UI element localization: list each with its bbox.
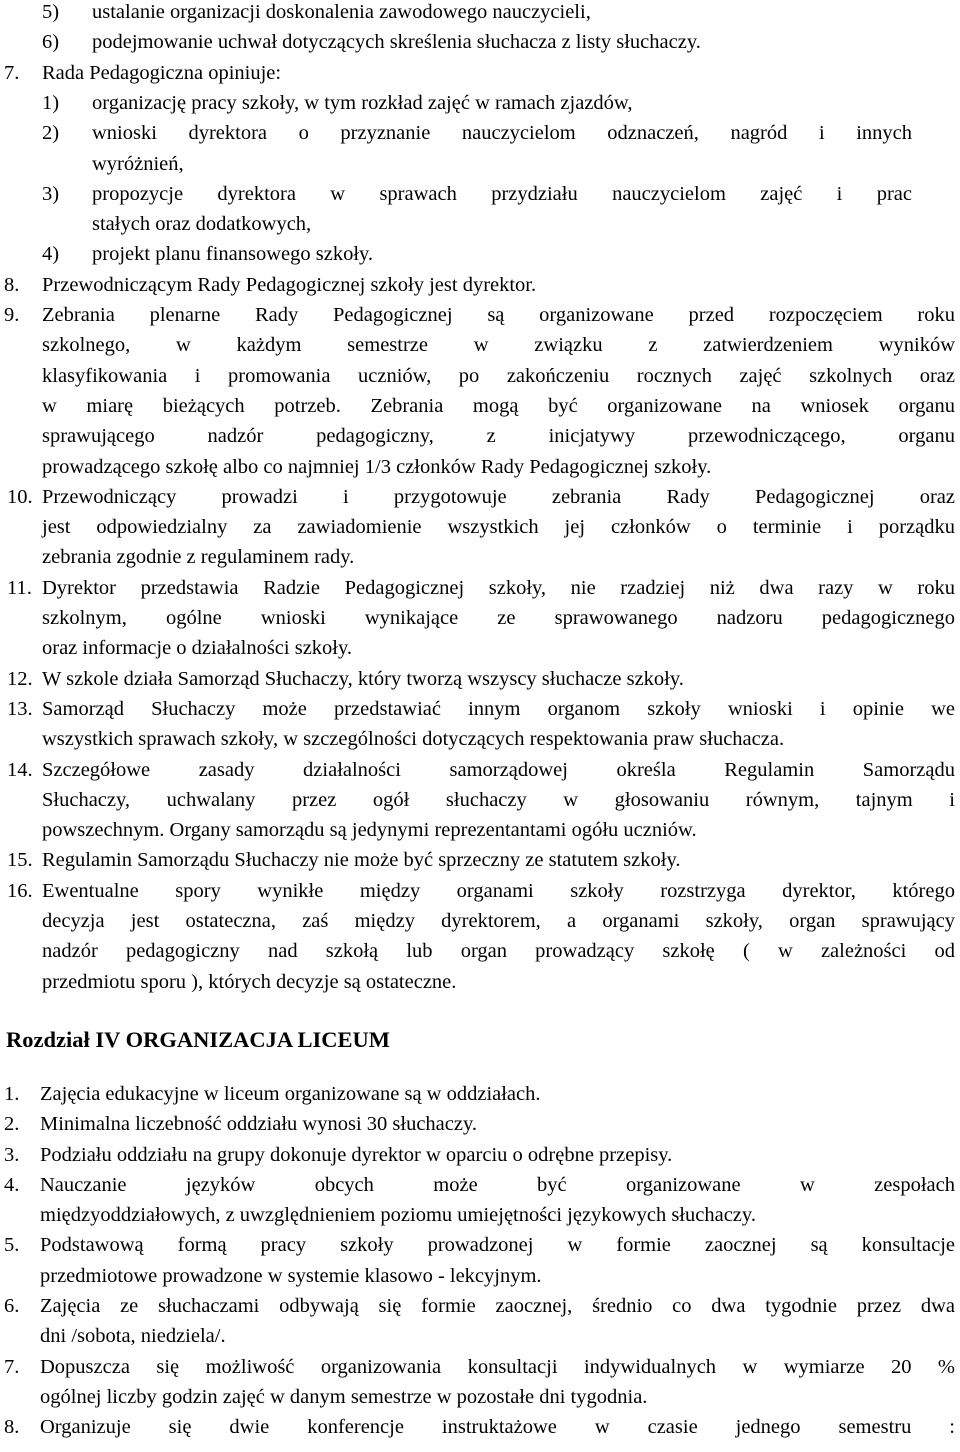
paragraph-text: Szczegółowe zasady działalności samorządowej określa Regulamin Samorządu	[42, 758, 955, 781]
paragraph-number: 7.	[4, 61, 20, 84]
paragraph-text: przedmiotu sporu ), których decyzje są ostateczne.	[42, 970, 457, 993]
chapter-item-text: Zajęcia edukacyjne w liceum organizowane są w oddziałach.	[40, 1082, 541, 1105]
paragraph-text: klasyfikowania i promowania uczniów, po zakończeniu rocznych zajęć szkolnych oraz	[42, 364, 955, 387]
paragraph-text: jest odpowiedzialny za zawiadomienie wszystkich jej członków o terminie i porządku	[42, 516, 955, 539]
sublist-item-number: 4)	[42, 243, 60, 266]
sublist-item-number: 3)	[42, 182, 60, 205]
paragraph-text: prowadzącego szkołę albo co najmniej 1/3 członków Rady Pedagogicznej szkoły.	[42, 455, 712, 478]
chapter-item-text: Minimalna liczebność oddziału wynosi 30 słuchaczy.	[40, 1113, 478, 1136]
sublist-item-text: stałych oraz dodatkowych,	[92, 213, 312, 236]
paragraph-text: powszechnym. Organy samorządu są jedynymi reprezentantami ogółu uczniów.	[42, 819, 697, 842]
paragraph-text: w miarę bieżących potrzeb. Zebrania mogą być organizowane na wniosek organu	[42, 394, 955, 417]
chapter-item-number: 1.	[4, 1082, 20, 1105]
paragraph-text: Ewentualne spory wynikłe między organami szkoły rozstrzyga dyrektor, którego	[42, 879, 955, 902]
paragraph-text: Regulamin Samorządu Słuchaczy nie może być sprzeczny ze statutem szkoły.	[42, 849, 681, 872]
paragraph-text: Słuchaczy, uchwalany przez ogół słuchaczy w głosowaniu równym, tajnym i	[42, 788, 955, 811]
paragraph-text: sprawującego nadzór pedagogiczny, z inicjatywy przewodniczącego, organu	[42, 425, 955, 448]
paragraph-text: Przewodniczącym Rady Pedagogicznej szkoły jest dyrektor.	[42, 273, 537, 296]
chapter-item-number: 4.	[4, 1173, 20, 1196]
sublist-item-text: projekt planu finansowego szkoły.	[92, 243, 374, 266]
list-item-text: podejmowanie uchwał dotyczących skreślenia słuchacza z listy słuchaczy.	[92, 31, 701, 54]
chapter-item-text: dni /sobota, niedziela/.	[40, 1325, 226, 1348]
chapter-item-text: międzyoddziałowych, z uwzględnieniem poziomu umiejętności językowych słuchaczy.	[40, 1204, 756, 1227]
sublist-item-text: propozycje dyrektora w sprawach przydziału nauczycielom zajęć i prac	[92, 182, 912, 205]
paragraph-number: 16.	[7, 879, 33, 902]
chapter-item-number: 7.	[4, 1355, 20, 1378]
chapter-item-text: Nauczanie języków obcych może być organizowane w zespołach	[40, 1173, 955, 1196]
paragraph-text: Przewodniczący prowadzi i przygotowuje zebrania Rady Pedagogicznej oraz	[42, 485, 955, 508]
chapter-item-number: 6.	[4, 1295, 20, 1317]
paragraph-number: 8.	[4, 273, 20, 296]
chapter-item-number: 5.	[4, 1234, 20, 1257]
paragraph-text: oraz informacje o działalności szkoły.	[42, 637, 353, 660]
paragraph-number: 11.	[7, 576, 32, 599]
chapter-item-text: Organizuje się dwie konferencje instruktażowe w czasie jednego semestru :	[40, 1416, 955, 1439]
paragraph-text: szkolnym, ogólne wnioski wynikające ze sprawowanego nadzoru pedagogicznego	[42, 607, 955, 629]
list-item-number: 5)	[42, 1, 60, 23]
chapter-item-number: 3.	[4, 1143, 20, 1166]
paragraph-text: Dyrektor przedstawia Radzie Pedagogicznej szkoły, nie rzadziej niż dwa razy w roku	[42, 576, 955, 599]
paragraph-text: nadzór pedagogiczny nad szkołą lub organ prowadzący szkołę ( w zależności od	[42, 940, 955, 963]
paragraph-number: 12.	[7, 667, 33, 690]
paragraph-text: decyzja jest ostateczna, zaś między dyrektorem, a organami szkoły, organ sprawujący	[42, 910, 955, 932]
paragraph-text: Zebrania plenarne Rady Pedagogicznej są organizowane przed rozpoczęciem roku	[42, 304, 955, 326]
paragraph-number: 15.	[7, 849, 33, 872]
chapter-item-text: Podziału oddziału na grupy dokonuje dyrektor w oparciu o odrębne przepisy.	[40, 1143, 673, 1166]
list-item-number: 6)	[42, 31, 60, 54]
paragraph-text: wszystkich sprawach szkoły, w szczególności dotyczących respektowania praw słuchacza.	[42, 728, 785, 751]
paragraph-lead: Rada Pedagogiczna opiniuje:	[42, 61, 282, 84]
chapter-item-number: 8.	[4, 1416, 20, 1439]
sublist-item-text: wyróżnień,	[92, 152, 184, 175]
chapter-item-text: ogólnej liczby godzin zajęć w danym semestrze w pozostałe dni tygodnia.	[40, 1385, 648, 1408]
sublist-item-text: organizację pracy szkoły, w tym rozkład zajęć w ramach zjazdów,	[92, 91, 633, 114]
paragraph-text: szkolnego, w każdym semestrze w związku z zatwierdzeniem wyników	[42, 334, 955, 357]
paragraph-text: Samorząd Słuchaczy może przedstawiać innym organom szkoły wnioski i opinie we	[42, 697, 955, 720]
paragraph-number: 13.	[7, 697, 33, 720]
chapter-item-text: przedmiotowe prowadzone w systemie klasowo - lekcyjnym.	[40, 1264, 542, 1287]
sublist-item-number: 2)	[42, 122, 60, 145]
paragraph-text: zebrania zgodnie z regulaminem rady.	[42, 546, 355, 569]
chapter-heading: Rozdział IV ORGANIZACJA LICEUM	[6, 1026, 390, 1052]
paragraph-text: W szkole działa Samorząd Słuchaczy, który tworzą wszyscy słuchacze szkoły.	[42, 667, 684, 690]
chapter-item-text: Dopuszcza się możliwość organizowania konsultacji indywidualnych w wymiarze 20 %	[40, 1355, 955, 1378]
paragraph-number: 9.	[4, 304, 20, 326]
chapter-item-text: Zajęcia ze słuchaczami odbywają się formie zaocznej, średnio co dwa tygodnie przez dwa	[40, 1295, 955, 1317]
chapter-item-text: Podstawową formą pracy szkoły prowadzonej w formie zaocznej są konsultacje	[40, 1234, 955, 1257]
sublist-item-text: wnioski dyrektora o przyznanie nauczycielom odznaczeń, nagród i innych	[92, 122, 912, 145]
sublist-item-number: 1)	[42, 91, 60, 114]
list-item-text: ustalanie organizacji doskonalenia zawodowego nauczycieli,	[92, 1, 591, 23]
paragraph-number: 14.	[7, 758, 33, 781]
chapter-item-number: 2.	[4, 1113, 20, 1136]
paragraph-number: 10.	[7, 485, 33, 508]
